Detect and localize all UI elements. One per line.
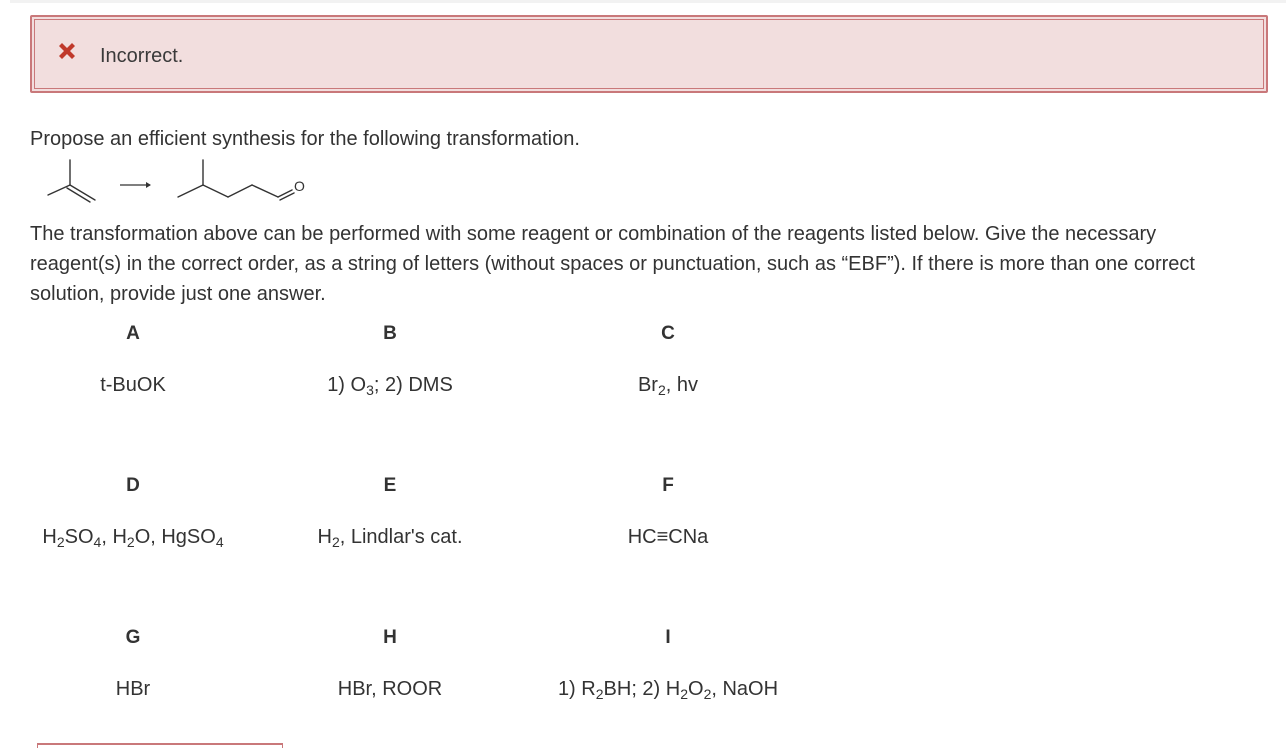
reagent-option-g [3, 626, 263, 701]
reagent-letter: E [383, 475, 397, 496]
reagent-letter: A [126, 323, 140, 344]
reagent-formula: HBr [115, 678, 151, 700]
reagent-letter: I [665, 627, 671, 648]
feedback-banner [30, 15, 1268, 93]
reagent-letter: G [125, 627, 141, 648]
reagent-formula: t-BuOK [100, 374, 166, 396]
reagent-option-b [260, 322, 520, 397]
reagent-letter: D [126, 475, 140, 496]
reagent-option-a [3, 322, 263, 397]
product-structure [178, 160, 294, 200]
reaction-arrow [120, 182, 151, 188]
reagent-option-e [260, 474, 520, 549]
reagent-option-c [538, 322, 798, 397]
reagent-option-i [538, 626, 798, 701]
close-icon [56, 40, 78, 62]
reagent-option-f [538, 474, 798, 549]
reagent-formula: HBr, ROOR [337, 678, 443, 700]
reagent-option-h [260, 626, 520, 701]
reagent-formula: $Br_2$, hv [637, 374, 699, 398]
question-prompt: Propose an efficient synthesis for the following transformation. [30, 128, 580, 150]
reagent-formula: $H_2$, Lindlar's cat. [317, 526, 463, 550]
reagent-formula: $H_2SO_4$, $H_2O$, HgSO$_4$ [42, 526, 224, 550]
oxygen-label: O [294, 178, 305, 194]
reagent-letter: H [383, 627, 397, 648]
feedback-text: Incorrect. [100, 45, 184, 67]
reagent-option-d [3, 474, 263, 549]
reagent-letter: B [383, 323, 397, 344]
reagent-letter: C [661, 323, 675, 344]
question-instructions: The transformation above can be performed with some reagent or combination of the reagents listed below. Give the necessary reagent(s) in the correct order, as a string of letters (without spaces or punctuation, such as “EBF”). If there is more than one correct solution, provide just one answer. [30, 223, 1195, 305]
reaction-scheme [40, 155, 320, 210]
reagent-letter: F [662, 475, 674, 496]
reagent-formula: HC≡CNa [627, 526, 709, 548]
reagent-formula: 1) $O_3$; 2) DMS [327, 374, 453, 398]
starting-material-structure [48, 160, 95, 202]
reagent-formula: 1) $R_2BH$; 2) $H_2O_2$, NaOH [557, 678, 779, 702]
answer-input[interactable] [37, 743, 283, 748]
